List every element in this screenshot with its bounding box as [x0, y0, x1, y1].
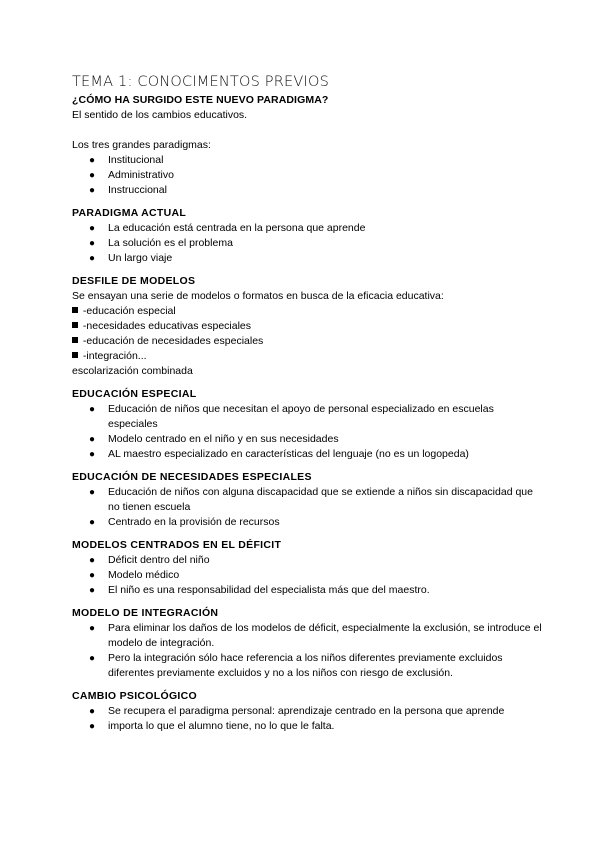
paradigms-list: [72, 153, 542, 198]
document-page: [72, 74, 542, 734]
square-bullet-icon: [72, 352, 78, 358]
section-heading-desfile: DESFILE DE MODELOS: [72, 275, 196, 287]
question-heading: ¿CÓMO HA SURGIDO ESTE NUEVO PARADIGMA?: [72, 94, 329, 106]
intro-text: El sentido de los cambios educativos.: [72, 109, 248, 121]
list-item: ● Instruccional: [89, 184, 167, 196]
desfile-intro: Se ensayan una serie de modelos o formatos en busca de la eficacia educativa:: [72, 290, 444, 302]
list-item: ● El niño es una responsabilidad del especialista más que del maestro.: [89, 584, 430, 596]
section-heading-integracion: MODELO DE INTEGRACIÓN: [72, 607, 219, 619]
list-item: ● Administrativo: [89, 169, 174, 181]
desfile-footer: escolarización combinada: [72, 365, 193, 377]
list-item: ● La educación está centrada en la persona que aprende: [89, 222, 366, 234]
deficit-list: [72, 553, 542, 598]
list-item: ● La solución es el problema: [89, 237, 233, 249]
desfile-item: -educación especial: [72, 304, 542, 319]
desfile-item: -educación de necesidades especiales: [72, 334, 542, 349]
list-item: ● Déficit dentro del niño: [89, 554, 210, 566]
cambio-list: [72, 704, 542, 734]
square-bullet-icon: [72, 307, 78, 313]
list-item: ● Modelo centrado en el niño y en sus necesidades: [89, 433, 339, 445]
section-heading-educacion-especial: EDUCACIÓN ESPECIAL: [72, 388, 197, 400]
list-item: ● Educación de niños con alguna discapacidad que se extiende a niños sin discapacidad que no tienen escuela: [89, 486, 533, 513]
list-item: ● Centrado en la provisión de recursos: [89, 516, 280, 528]
section-heading-paradigma-actual: PARADIGMA ACTUAL: [72, 207, 187, 219]
square-bullet-icon: [72, 337, 78, 343]
integracion-list: [72, 621, 542, 681]
list-item: ● Institucional: [89, 154, 164, 166]
list-item: ● Pero la integración sólo hace referencia a los niños diferentes previamente excluidos diferentes previamente excluidos y no a los niños con riesgo de exclusión.: [89, 652, 503, 679]
list-item: ● Se recupera el paradigma personal: aprendizaje centrado en la persona que aprende: [89, 705, 505, 717]
educacion-especial-list: [72, 402, 542, 462]
paradigms-label: Los tres grandes paradigmas:: [72, 139, 211, 151]
section-heading-cambio: CAMBIO PSICOLÓGICO: [72, 690, 197, 702]
list-item: ● Un largo viaje: [89, 252, 173, 264]
square-bullet-icon: [72, 322, 78, 328]
section-heading-necesidades: EDUCACIÓN DE NECESIDADES ESPECIALES: [72, 471, 312, 483]
page-title: TEMA 1: CONOCIMENTOS PREVIOS: [72, 74, 329, 90]
desfile-item: -necesidades educativas especiales: [72, 319, 542, 334]
list-item: ● Educación de niños que necesitan el apoyo de personal especializado en escuelas especiales: [89, 403, 494, 430]
list-item: ● Modelo médico: [89, 569, 180, 581]
list-item: ● Para eliminar los daños de los modelos de déficit, especialmente la exclusión, se introduce el modelo de integración.: [89, 622, 542, 649]
desfile-item: -integración...: [72, 349, 542, 364]
section-heading-deficit: MODELOS CENTRADOS EN EL DÉFICIT: [72, 539, 282, 551]
list-item: ● importa lo que el alumno tiene, no lo que le falta.: [89, 720, 335, 732]
paradigma-actual-list: [72, 221, 542, 266]
list-item: ● AL maestro especializado en características del lenguaje (no es un logopeda): [89, 448, 469, 460]
necesidades-list: [72, 485, 542, 530]
